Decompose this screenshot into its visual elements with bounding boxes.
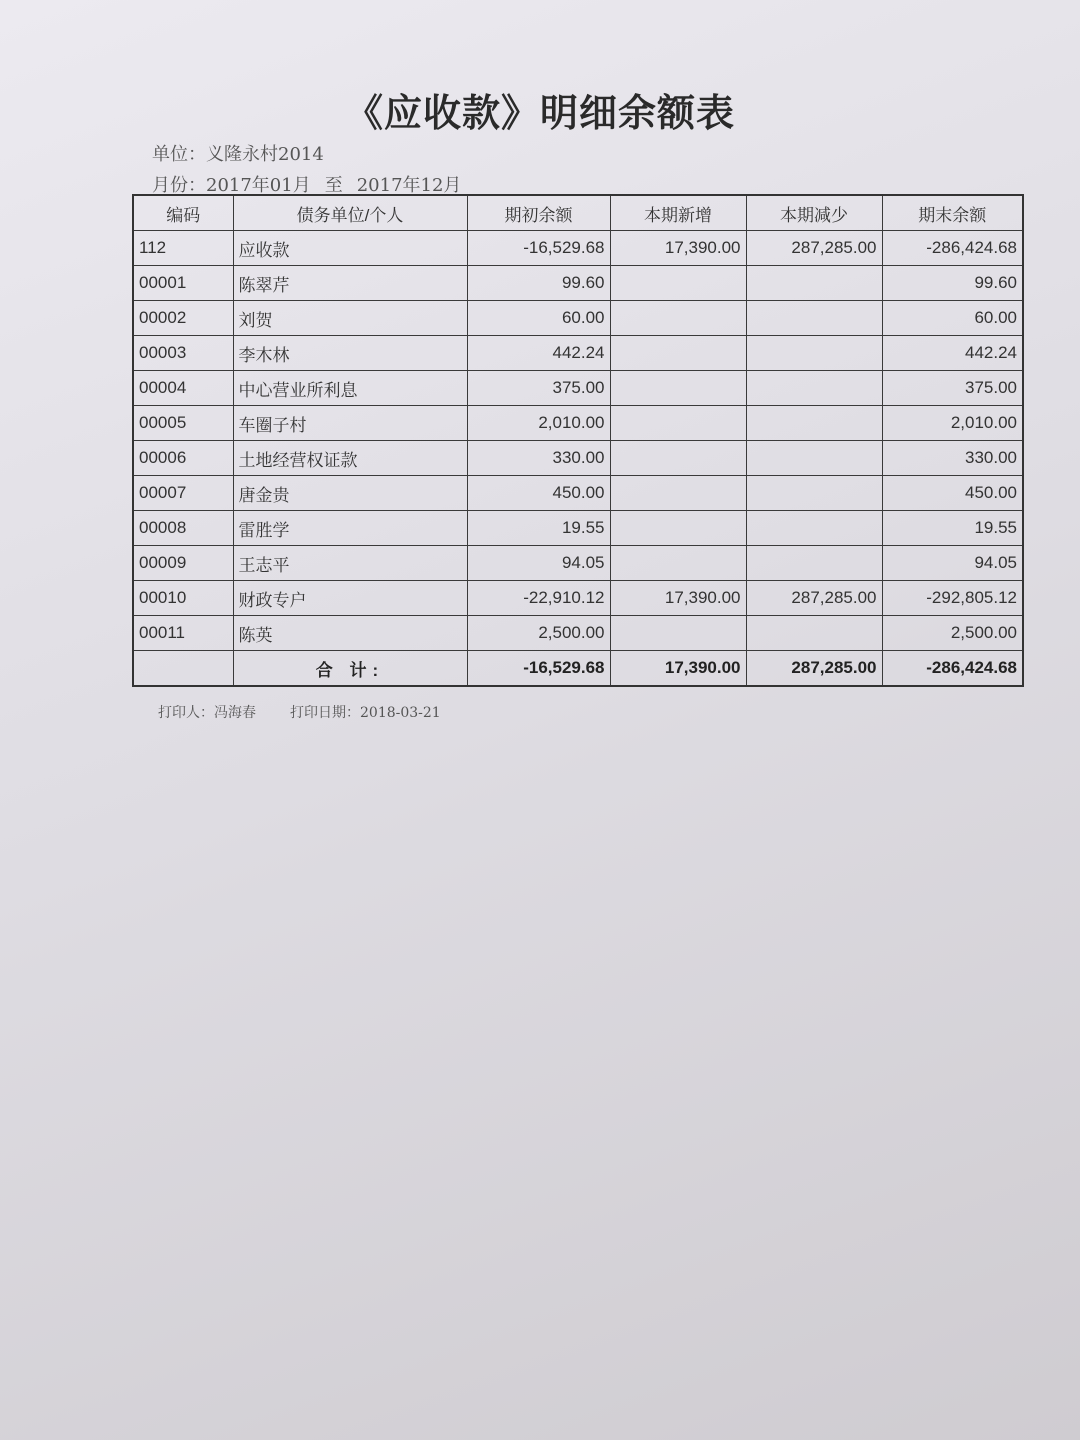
row-closing: 375.00 (882, 371, 1023, 406)
table-row (133, 581, 1023, 616)
period-label: 月份： (152, 175, 206, 196)
total-code-cell (133, 651, 233, 687)
period-to-label: 至 (324, 175, 343, 196)
row-opening: 60.00 (467, 301, 610, 336)
total-closing: -286,424.68 (882, 651, 1023, 687)
unit-value: 义隆永村2014 (206, 144, 324, 165)
row-debtor-name: 应收款 (233, 231, 467, 266)
table-row (133, 546, 1023, 581)
row-debtor-name: 唐金贵 (233, 476, 467, 511)
unit-line (152, 140, 324, 166)
table-row (133, 336, 1023, 371)
row-increase: 17,390.00 (610, 231, 746, 266)
row-increase (610, 476, 746, 511)
row-increase (610, 546, 746, 581)
ledger-table (132, 194, 1024, 687)
table-row (133, 371, 1023, 406)
table-row (133, 441, 1023, 476)
row-code: 00009 (133, 546, 233, 581)
row-decrease (746, 336, 882, 371)
header-code: 编码 (133, 195, 233, 231)
row-opening: 99.60 (467, 266, 610, 301)
row-increase (610, 336, 746, 371)
header-closing: 期末余额 (882, 195, 1023, 231)
row-code: 00001 (133, 266, 233, 301)
period-from: 2017年01月 (206, 175, 311, 196)
row-closing: -286,424.68 (882, 231, 1023, 266)
row-code: 00008 (133, 511, 233, 546)
row-debtor-name: 李木林 (233, 336, 467, 371)
period-to: 2017年12月 (356, 175, 462, 196)
row-decrease (746, 616, 882, 651)
total-label: 合 计: (233, 651, 467, 687)
row-closing: 19.55 (882, 511, 1023, 546)
total-opening: -16,529.68 (467, 651, 610, 687)
row-opening: 442.24 (467, 336, 610, 371)
row-opening: 19.55 (467, 511, 610, 546)
row-debtor-name: 陈英 (233, 616, 467, 651)
row-code: 00002 (133, 301, 233, 336)
header-debtor: 债务单位/个人 (233, 195, 467, 231)
print-footer (158, 702, 441, 722)
row-decrease (746, 301, 882, 336)
row-debtor-name: 中心营业所利息 (233, 371, 467, 406)
row-increase (610, 511, 746, 546)
printer-label: 打印人： (158, 705, 214, 721)
row-decrease (746, 371, 882, 406)
table-body (133, 231, 1023, 687)
table-row (133, 231, 1023, 266)
table-row (133, 406, 1023, 441)
unit-label: 单位： (152, 144, 206, 165)
row-decrease (746, 441, 882, 476)
row-closing: 94.05 (882, 546, 1023, 581)
row-opening: 2,010.00 (467, 406, 610, 441)
row-debtor-name: 雷胜学 (233, 511, 467, 546)
row-code: 00005 (133, 406, 233, 441)
row-code: 00004 (133, 371, 233, 406)
row-closing: 442.24 (882, 336, 1023, 371)
row-closing: 2,010.00 (882, 406, 1023, 441)
row-closing: 99.60 (882, 266, 1023, 301)
total-increase: 17,390.00 (610, 651, 746, 687)
total-decrease: 287,285.00 (746, 651, 882, 687)
row-decrease: 287,285.00 (746, 231, 882, 266)
row-decrease (746, 546, 882, 581)
row-debtor-name: 王志平 (233, 546, 467, 581)
row-opening: 330.00 (467, 441, 610, 476)
row-debtor-name: 土地经营权证款 (233, 441, 467, 476)
header-decrease: 本期减少 (746, 195, 882, 231)
row-debtor-name: 车圈子村 (233, 406, 467, 441)
print-date: 2018-03-21 (360, 705, 441, 721)
row-increase: 17,390.00 (610, 581, 746, 616)
table-row (133, 616, 1023, 651)
table-row (133, 301, 1023, 336)
row-increase (610, 301, 746, 336)
row-code: 00007 (133, 476, 233, 511)
row-increase (610, 406, 746, 441)
row-increase (610, 441, 746, 476)
row-opening: 375.00 (467, 371, 610, 406)
row-decrease (746, 476, 882, 511)
row-opening: -16,529.68 (467, 231, 610, 266)
header-opening: 期初余额 (467, 195, 610, 231)
row-opening: 94.05 (467, 546, 610, 581)
row-closing: 330.00 (882, 441, 1023, 476)
row-debtor-name: 财政专户 (233, 581, 467, 616)
row-decrease: 287,285.00 (746, 581, 882, 616)
row-decrease (746, 511, 882, 546)
row-debtor-name: 陈翠芹 (233, 266, 467, 301)
table-row (133, 476, 1023, 511)
header-increase: 本期新增 (610, 195, 746, 231)
row-closing: 60.00 (882, 301, 1023, 336)
total-row (133, 651, 1023, 687)
row-code: 00010 (133, 581, 233, 616)
row-closing: 450.00 (882, 476, 1023, 511)
row-increase (610, 616, 746, 651)
row-opening: -22,910.12 (467, 581, 610, 616)
printer-name: 冯海春 (214, 705, 256, 721)
row-decrease (746, 406, 882, 441)
row-code: 00011 (133, 616, 233, 651)
table-header-row (133, 195, 1023, 231)
row-closing: 2,500.00 (882, 616, 1023, 651)
row-debtor-name: 刘贺 (233, 301, 467, 336)
row-opening: 2,500.00 (467, 616, 610, 651)
row-opening: 450.00 (467, 476, 610, 511)
row-code: 00006 (133, 441, 233, 476)
row-increase (610, 371, 746, 406)
row-closing: -292,805.12 (882, 581, 1023, 616)
table-row (133, 266, 1023, 301)
row-code: 00003 (133, 336, 233, 371)
table-row (133, 511, 1023, 546)
row-code: 112 (133, 231, 233, 266)
page-title: 《应收款》明细余额表 (344, 90, 735, 135)
row-decrease (746, 266, 882, 301)
row-increase (610, 266, 746, 301)
print-date-label: 打印日期： (290, 705, 360, 721)
